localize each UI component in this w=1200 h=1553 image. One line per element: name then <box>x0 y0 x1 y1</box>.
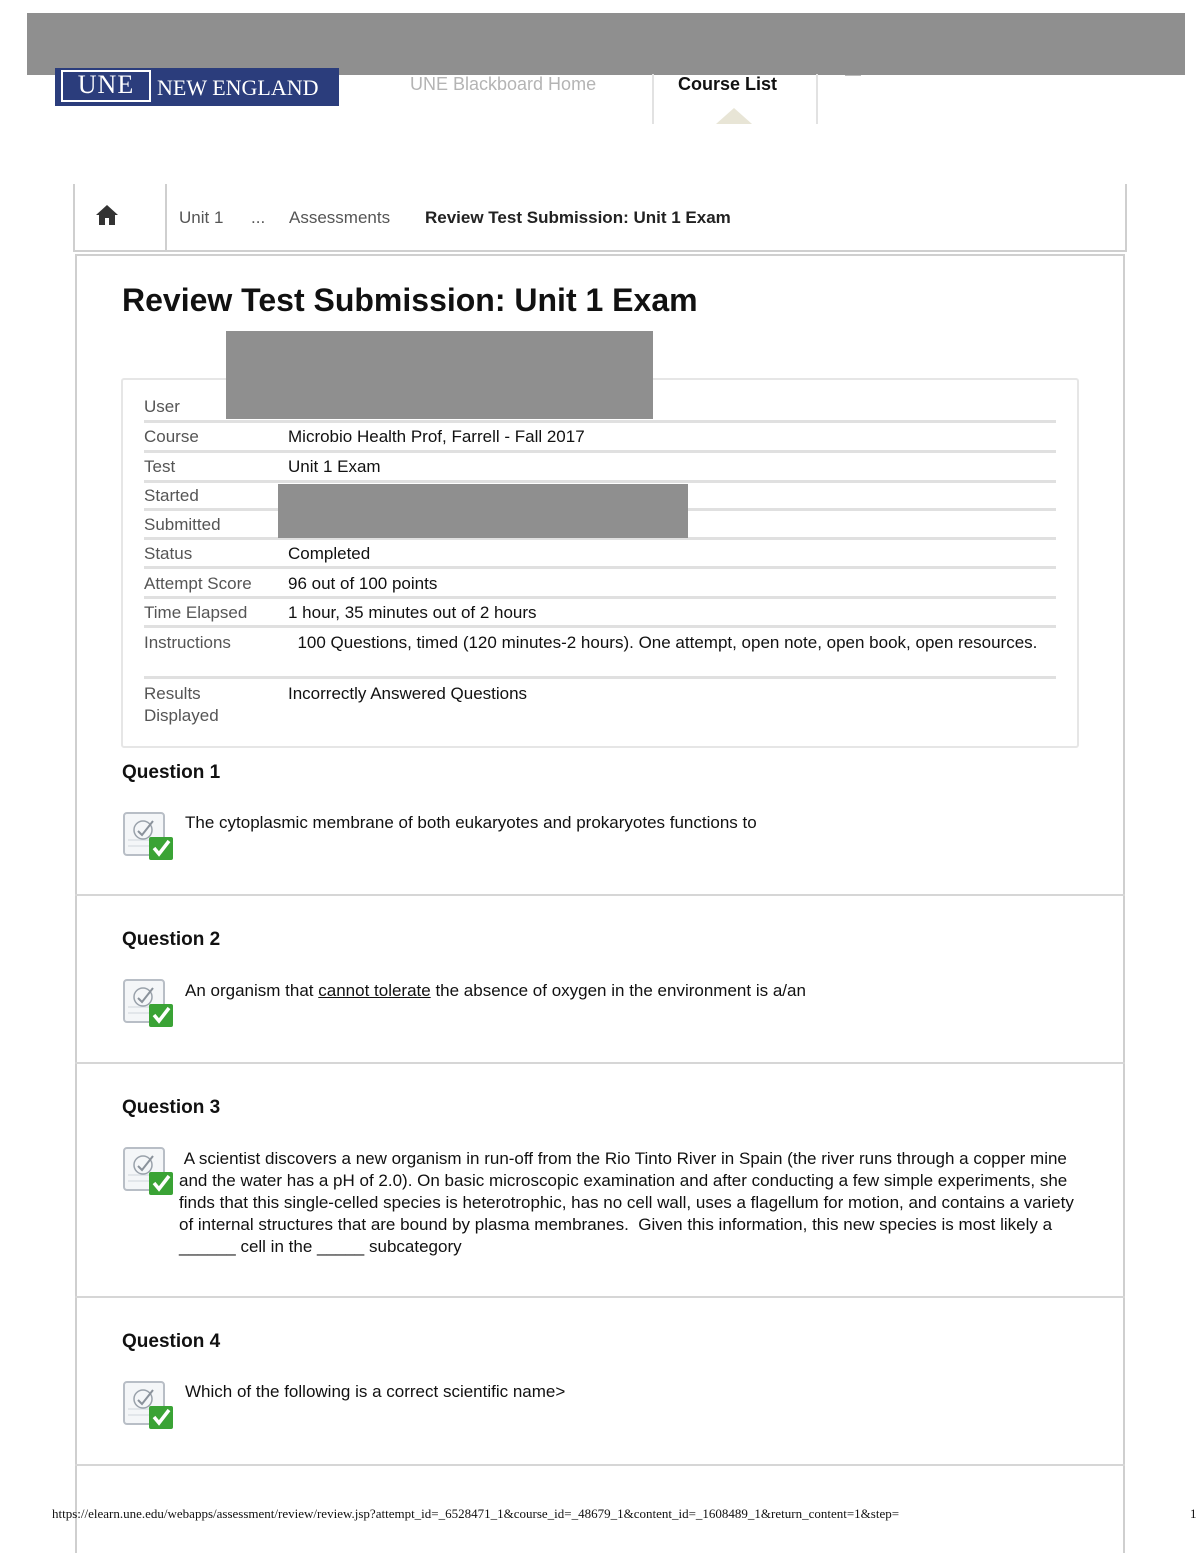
detail-label: Test <box>144 457 176 476</box>
correct-check-icon <box>123 977 175 1029</box>
row-divider <box>144 676 1056 679</box>
correct-check-icon <box>123 810 175 862</box>
nav-dash <box>845 75 861 76</box>
detail-label: Started <box>144 486 199 505</box>
question-text: The cytoplasmic membrane of both eukaryotes and prokaryotes functions to <box>185 813 757 832</box>
nav-blackboard-home[interactable]: UNE Blackboard Home <box>410 74 597 94</box>
home-icon <box>95 204 119 226</box>
breadcrumb-assessments[interactable]: Assessments <box>289 208 391 227</box>
question-text: Which of the following is a correct scientific name> <box>185 1382 566 1401</box>
nav-course-list[interactable]: Course List <box>678 74 778 94</box>
breadcrumb-current: Review Test Submission: Unit 1 Exam <box>425 208 731 227</box>
redacted-dates-block <box>278 484 688 538</box>
row-divider <box>144 566 1056 569</box>
row-divider <box>144 450 1056 453</box>
logo-une-text: UNE <box>61 70 151 102</box>
detail-value: 100 Questions, timed (120 minutes-2 hours). One attempt, open note, open book, open resources. <box>288 633 1038 652</box>
question-divider <box>75 894 1125 896</box>
redacted-header-bar <box>27 13 1185 75</box>
detail-label: Submitted <box>144 515 221 534</box>
detail-label: Attempt Score <box>144 574 252 593</box>
question-divider <box>75 1464 1125 1466</box>
breadcrumb-ellipsis[interactable]: ... <box>251 208 266 227</box>
question-text: A scientist discovers a new organism in run-off from the Rio Tinto River in Spain (the river runs through a copper mine and the water has a pH of 2.0). On basic microscopic examination and after conducting a few simple experiments, she finds that this single-celled species is heterotrophic, has no cell wall, uses a flagellum for motion, and contains a variety of internal structures that are bound by plasma membranes. Given this information, this new species is most likely a ______ cell in the _____ subcategory <box>179 1149 1079 1256</box>
detail-value: Incorrectly Answered Questions <box>288 684 528 703</box>
row-divider <box>144 625 1056 628</box>
breadcrumb <box>73 184 1127 252</box>
question-title: Question 4 <box>122 1331 221 1352</box>
detail-value: 96 out of 100 points <box>288 574 438 593</box>
question-divider <box>75 1062 1125 1064</box>
footer-page-number: 1 <box>1190 1506 1197 1521</box>
nav-divider <box>652 74 654 124</box>
detail-value: Microbio Health Prof, Farrell - Fall 2017 <box>288 427 585 446</box>
question-text <box>185 980 806 1002</box>
detail-value: 1 hour, 35 minutes out of 2 hours <box>288 603 537 622</box>
breadcrumb-home-button[interactable] <box>75 184 167 250</box>
question-title: Question 2 <box>122 929 221 950</box>
detail-label: Instructions <box>144 633 231 652</box>
detail-value: Unit 1 Exam <box>288 457 381 476</box>
nav-divider <box>816 74 818 124</box>
detail-value: Completed <box>288 544 371 563</box>
footer-url: https://elearn.une.edu/webapps/assessment/review/review.jsp?attempt_id=_6528471_1&course_id=_48679_1&content_id=_1608489_1&return_content=1&step= <box>52 1506 900 1521</box>
question-divider <box>75 1296 1125 1298</box>
question-text-after: the absence of oxygen in the environment is a/an <box>430 981 806 1000</box>
detail-label: Course <box>144 427 199 446</box>
question-text-underlined: cannot tolerate <box>318 981 431 1000</box>
detail-label: User <box>144 397 180 416</box>
detail-label: Results Displayed <box>144 684 219 725</box>
correct-check-icon <box>123 1379 175 1431</box>
question-title: Question 3 <box>122 1097 221 1118</box>
detail-label: Time Elapsed <box>144 603 248 622</box>
question-title: Question 1 <box>122 762 221 783</box>
logo-new-england-text: NEW ENGLAND <box>157 75 319 100</box>
page-title: Review Test Submission: Unit 1 Exam <box>122 282 698 318</box>
row-divider <box>144 596 1056 599</box>
question-text-before: An organism that <box>185 981 319 1000</box>
redacted-user-block <box>226 331 653 419</box>
row-divider <box>144 420 1056 423</box>
une-logo[interactable] <box>55 68 339 106</box>
correct-check-icon <box>123 1145 175 1197</box>
detail-label: Status <box>144 544 193 563</box>
active-tab-pointer <box>716 108 752 124</box>
row-divider <box>144 480 1056 483</box>
breadcrumb-unit-1[interactable]: Unit 1 <box>179 208 224 227</box>
